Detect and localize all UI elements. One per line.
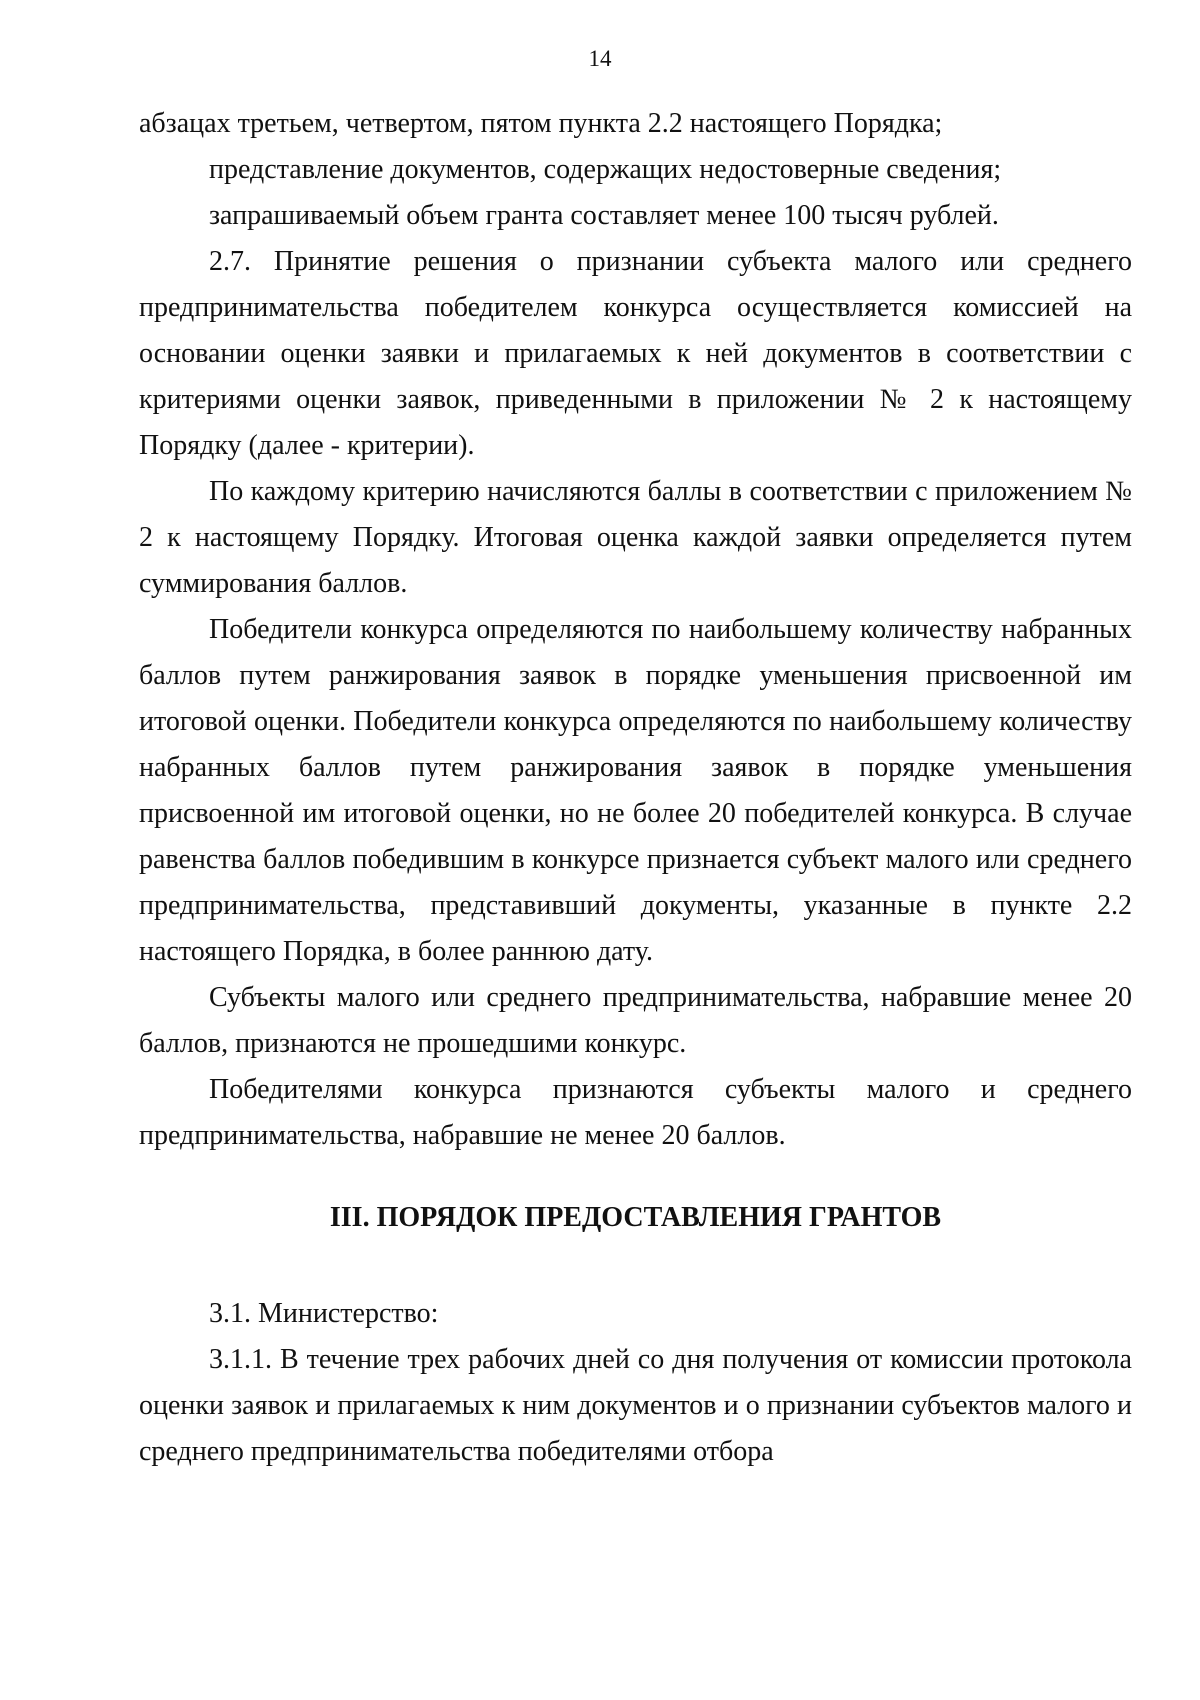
paragraph-winners-ranking: Победители конкурса определяются по наибольшему количеству набранных баллов путем ранжирования заявок в порядке уменьшения присвоенной им итоговой оценки. Победители конкурса определяются по наибольшему количеству набранных баллов путем ранжирования заявок в порядке уменьшения присвоенной им итоговой оценки, но не более 20 победителей конкурса. В случае равенства баллов победившим в конкурсе признается субъект малого или среднего предпринимательства, представивший документы, указанные в пункте 2.2 настоящего Порядка, в более раннюю дату.	[139, 614, 1132, 967]
paragraph-criteria-scoring: По каждому критерию начисляются баллы в соответствии с приложением № 2 к настоящему Порядку. Итоговая оценка каждой заявки определяется путем суммирования баллов.	[139, 476, 1132, 599]
paragraph-winners-threshold: Победителями конкурса признаются субъекты малого и среднего предпринимательства, набравшие не менее 20 баллов.	[139, 1074, 1132, 1151]
page-number: 14	[588, 46, 612, 71]
spacer	[139, 1159, 1132, 1195]
document-body	[139, 101, 1132, 1475]
paragraph-3-1: 3.1. Министерство:	[209, 1298, 439, 1329]
paragraph-continuation: абзацах третьем, четвертом, пятом пункта 2.2 настоящего Порядка;	[139, 108, 943, 139]
paragraph-2-7: 2.7. Принятие решения о признании субъекта малого или среднего предпринимательства победителем конкурса осуществляется комиссией на основании оценки заявки и прилагаемых к ней документов в соответствии с критериями оценки заявок, приведенными в приложении № 2 к настоящему Порядку (далее - критерии).	[139, 246, 1132, 461]
spacer	[139, 1241, 1132, 1291]
paragraph-grant-amount: запрашиваемый объем гранта составляет менее 100 тысяч рублей.	[209, 200, 999, 231]
paragraph-invalid-documents: представление документов, содержащих недостоверные сведения;	[209, 154, 1002, 185]
paragraph-below-threshold: Субъекты малого или среднего предпринимательства, набравшие менее 20 баллов, признаются не прошедшими конкурс.	[139, 982, 1132, 1059]
paragraph-3-1-1: 3.1.1. В течение трех рабочих дней со дня получения от комиссии протокола оценки заявок и прилагаемых к ним документов и о признании субъектов малого и среднего предпринимательства победителями отбора	[139, 1344, 1132, 1467]
section-heading: III. ПОРЯДОК ПРЕДОСТАВЛЕНИЯ ГРАНТОВ	[329, 1202, 942, 1233]
